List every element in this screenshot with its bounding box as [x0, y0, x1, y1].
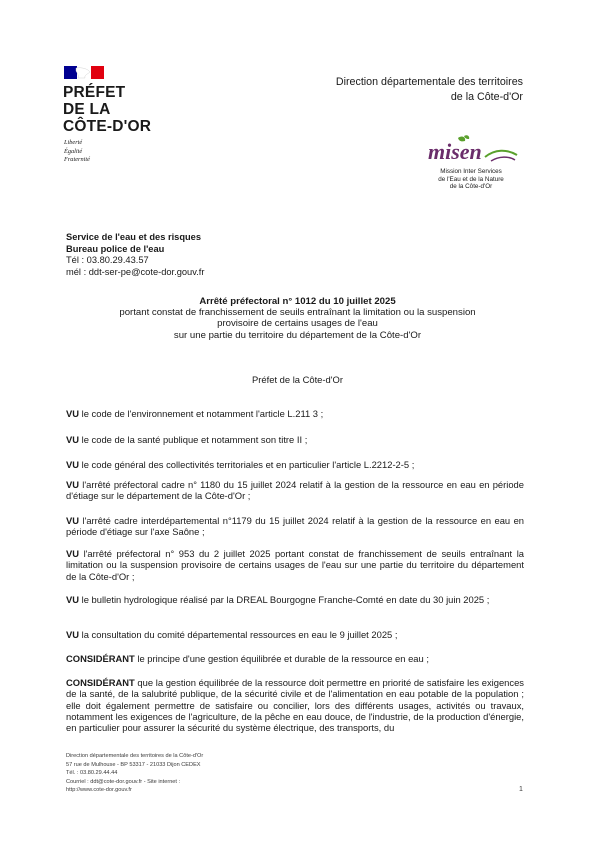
prefet-title-line-2: DE LA: [63, 101, 111, 118]
page-footer: [66, 752, 203, 795]
arrete-subtitle-3: sur une partie du territoire du département de la Côte-d'Or: [173, 329, 422, 341]
prefet-signatory-line: Préfet de la Côte-d'Or: [252, 374, 343, 385]
misen-caption-line-1: Mission Inter Services: [440, 168, 502, 175]
service-block: [66, 232, 204, 278]
vu-paragraph: [66, 434, 524, 445]
prefet-title-line-3: CÔTE-D'OR: [63, 118, 152, 135]
footer-line: Direction départementale des territoires de la Côte-d'Or: [66, 753, 204, 759]
marianne-flag-icon: [64, 66, 104, 79]
paragraph-keyword: VU: [66, 594, 80, 605]
arrete-title-block: [0, 296, 595, 341]
vu-paragraph: [66, 594, 524, 605]
bureau-name: Bureau police de l'eau: [66, 243, 165, 254]
paragraph-keyword: VU: [66, 515, 80, 526]
misen-caption-line-2: de l'Eau et de la Nature: [438, 175, 504, 183]
footer-line: http://www.cote-dor.gouv.fr: [66, 787, 132, 793]
vu-paragraph: [66, 548, 524, 582]
paragraph-text: l'arrêté préfectoral cadre n° 1180 du 15 juillet 2024 relatif à la gestion de la ressource en eau en période d'étiage sur le département de la Côte-d'Or ;: [66, 479, 524, 502]
paragraph-text: l'arrêté préfectoral n° 953 du 2 juillet 2025 portant constat de franchissement de seuils entraînant la limitation ou la suspension provisoire de certains usages de l'eau sur une partie du territoire du département de la Côte-d'Or ;: [66, 548, 524, 582]
motto-liberte: Liberté: [64, 139, 83, 146]
paragraph-keyword: VU: [66, 459, 80, 470]
arrete-subtitle-1: portant constat de franchissement de seuils entraînant la limitation ou la suspension: [119, 307, 476, 319]
motto-fraternite: Fraternité: [64, 156, 90, 163]
vu-paragraph: [66, 515, 524, 538]
misen-caption: [421, 168, 521, 191]
footer-line: 57 rue de Mulhouse - BP 53317 - 21033 Dijon CEDEX: [66, 761, 201, 768]
considerant-paragraph: [66, 653, 524, 664]
service-phone: Tél : 03.80.29.43.57: [66, 255, 149, 265]
paragraph-keyword: CONSIDÉRANT: [66, 653, 135, 664]
republic-motto: [64, 139, 90, 165]
paragraph-text: la consultation du comité départemental ressources en eau le 9 juillet 2025 ;: [79, 629, 398, 640]
vu-paragraph: [66, 408, 524, 419]
vu-paragraph: [66, 479, 524, 502]
misen-caption-line-3: de la Côte-d'Or: [449, 183, 493, 191]
service-email: mél : ddt-ser-pe@cote-dor.gouv.fr: [66, 266, 205, 277]
arrete-title: Arrêté préfectoral n° 1012 du 10 juillet 2025: [199, 296, 396, 307]
direction-header: [336, 75, 523, 105]
motto-egalite: Égalité: [64, 147, 83, 155]
direction-line-2: de la Côte-d'Or: [450, 91, 523, 103]
paragraph-keyword: VU: [66, 629, 80, 640]
paragraph-text: l'arrêté cadre interdépartemental n°1179 du 15 juillet 2024 relatif à la gestion de la ressource en eau en période d'étiage sur l'axe Saône ;: [66, 515, 524, 538]
paragraph-keyword: VU: [66, 479, 80, 490]
arrete-subtitle-2: provisoire de certains usages de l'eau: [217, 318, 378, 330]
paragraph-text: le bulletin hydrologique réalisé par la DREAL Bourgogne Franche-Comté en date du 30 juin 2025 ;: [79, 594, 490, 605]
page-number: 1: [519, 786, 523, 793]
paragraph-keyword: VU: [66, 548, 80, 559]
vu-paragraph: [66, 629, 524, 640]
misen-logo-text: misen: [428, 139, 482, 164]
paragraph-keyword: VU: [66, 434, 80, 445]
direction-line-1: Direction départementale des territoires: [335, 76, 523, 88]
paragraph-text: que la gestion équilibrée de la ressource doit permettre en priorité de satisfaire les exigences de la santé, de la salubrité publique, de la sécurité civile et de l'alimentation en eau potable de la population ; elle doit également permettre de satisfaire ou concilier, lors des différents usages, activités ou travaux, notamment les exigences de l'agriculture, de la pêche en eau douce, de l'industrie, de la production d'énergie, en particulier pour assurer la sécurité du système électrique, des transports, du: [66, 677, 524, 734]
paragraph-text: le code de l'environnement et notamment l'article L.211 3 ;: [79, 408, 324, 419]
considerant-paragraph: [66, 677, 524, 733]
paragraph-text: le code général des collectivités territoriales et en particulier l'article L.2212-2-5 ;: [79, 459, 415, 470]
prefet-title: [63, 84, 151, 135]
paragraph-keyword: VU: [66, 408, 80, 419]
prefet-title-line-1: PRÉFET: [63, 84, 126, 101]
paragraph-text: le principe d'une gestion équilibrée et durable de la ressource en eau ;: [134, 653, 429, 664]
footer-line: Tél. : 03.80.29.44.44: [66, 770, 118, 776]
vu-paragraph: [66, 459, 524, 470]
service-name: Service de l'eau et des risques: [66, 232, 202, 242]
paragraph-keyword: CONSIDÉRANT: [66, 677, 135, 688]
paragraph-text: le code de la santé publique et notamment son titre II ;: [79, 434, 308, 445]
footer-line: Courriel : ddt@cote-dor.gouv.fr - Site internet :: [66, 778, 181, 785]
